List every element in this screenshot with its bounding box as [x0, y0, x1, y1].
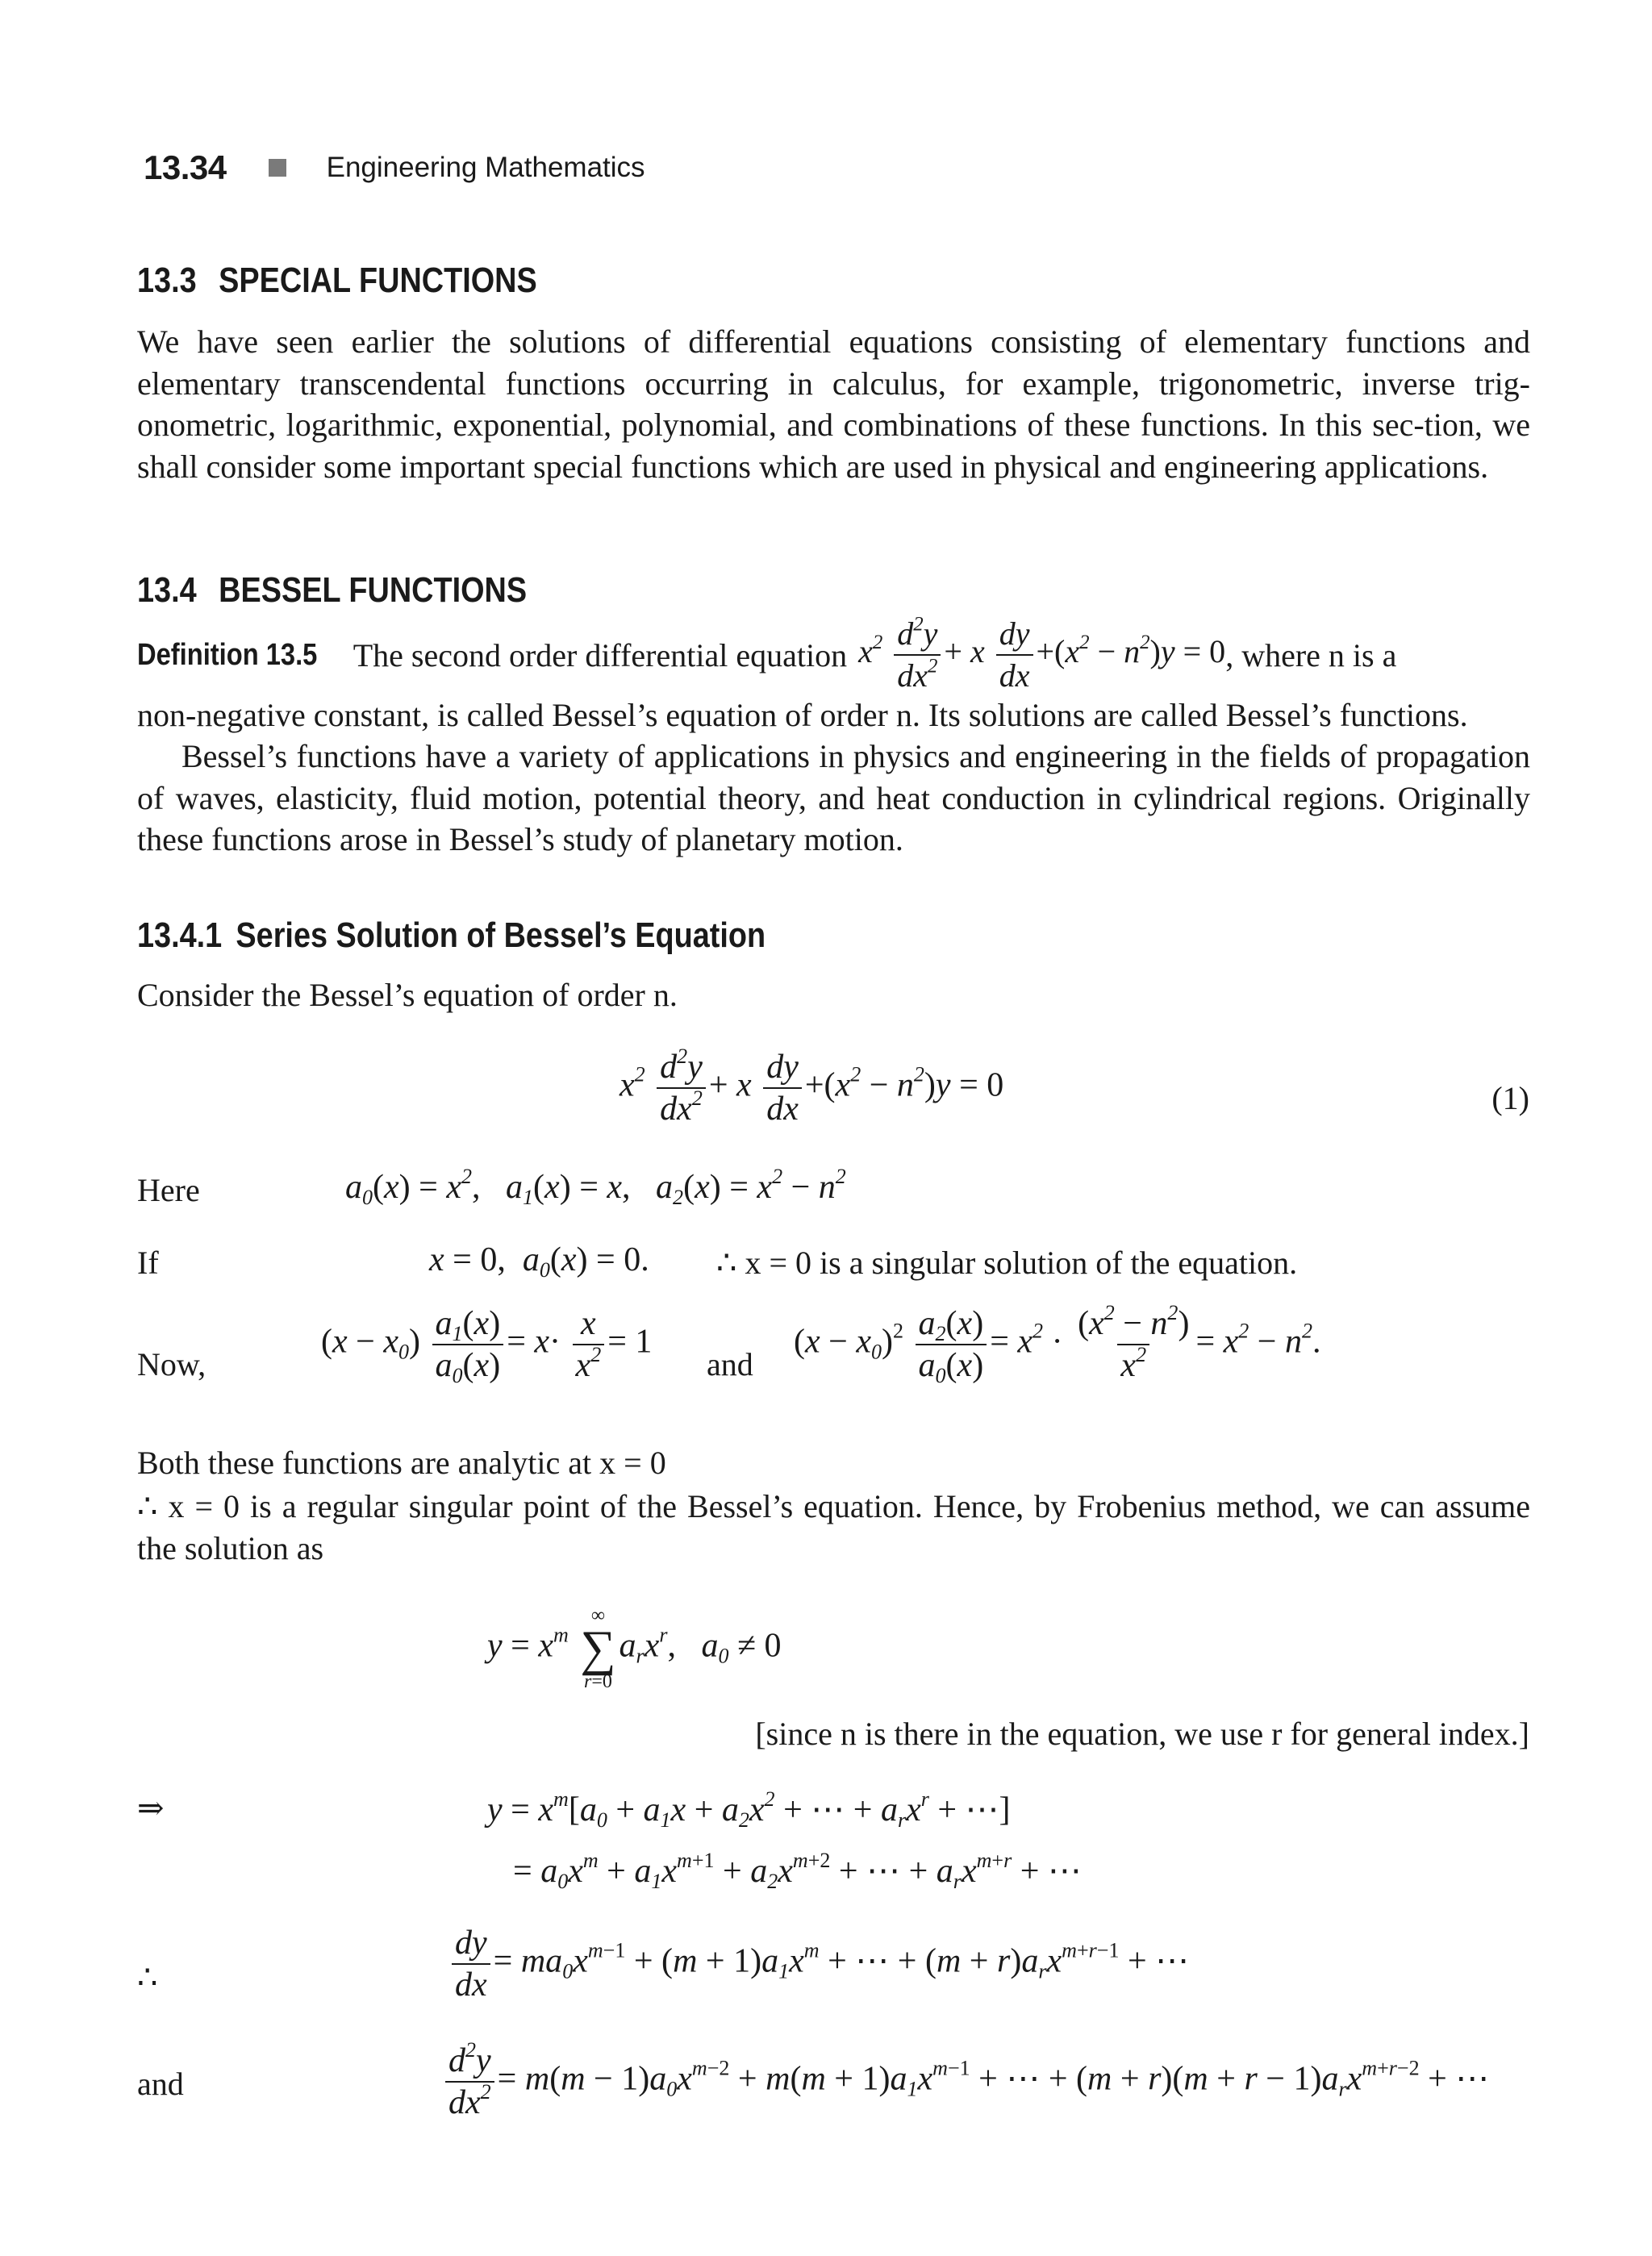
equation-number: (1) — [1491, 1080, 1529, 1116]
section-heading-13-3 — [137, 260, 602, 301]
subsection-title: Series Solution of Bessel’s Equation — [236, 915, 766, 955]
equation-1: $x^2$ $\frac{d^2y}{dx^2}$ + x $\frac{dy}{dx}$ $+(x^2 - n^2)y = 0$ — [620, 1044, 1004, 1128]
section-number: 13.4 — [137, 570, 197, 610]
running-head — [144, 144, 645, 192]
first-derivative: $\frac{dy}{dx}$ = $ma_0x^{m-1} + (m + 1)a_1x^m$ + ⋯ + $(m + r)a_rx^{m+r-1}$ + ⋯ — [448, 1924, 1189, 2004]
regular-singular-text: ∴ x = 0 is a regular singular point of the Bessel’s equation. Hence, by Frobenius method, we can assume the solution as — [137, 1488, 1530, 1566]
section-heading-13-4 — [137, 569, 590, 611]
bessel-equation-inline: $x^2$ $\frac{d^2y}{dx^2}$ + x $\frac{dy}{dx}$ $+(x^2 - n^2)y = 0$ — [858, 613, 1226, 694]
page-number: 13.34 — [144, 148, 227, 186]
if-conclusion: ∴ x = 0 is a singular solution of the equation. — [716, 1245, 1298, 1281]
second-derivative: $\frac{d^2y}{dx^2}$ = $m(m - 1)a_0x^{m-2} + m(m + 1)a_1x^{m-1}$ + ⋯ + $(m + r)(m + r - 1)a_rx^{m+r-2}$ + ⋯ — [442, 2042, 1489, 2121]
definition-line-2: non-negative constant, is called Bessel’s equation of order n. Its solutions are called Bessel’s functions. — [137, 697, 1468, 733]
coefficients-equation: $a_0(x) = x^2$, $a_1(x) = x$, $a_2(x) = x^2 - n^2$ — [345, 1164, 846, 1209]
consider-text: Consider the Bessel’s equation of order n. — [137, 977, 678, 1013]
subsection-number: 13.4.1 — [137, 915, 223, 955]
square-bullet-icon — [269, 159, 286, 177]
if-equation: x = 0, $a_0(x) = 0$. — [429, 1241, 649, 1282]
section-title: SPECIAL FUNCTIONS — [219, 261, 537, 300]
and-label: and — [137, 2066, 184, 2102]
series-expansion-2: = $a_0x^m + a_1x^{m+1} + a_2x^{m+2}$ + ⋯ + $a_rx^{m+r}$ + ⋯ — [513, 1848, 1082, 1893]
now-label: Now, — [137, 1346, 206, 1382]
definition-line — [137, 607, 1396, 703]
here-label: Here — [137, 1172, 200, 1208]
book-title: Engineering Mathematics — [326, 152, 645, 183]
section-13-3-body: We have seen earlier the solutions of differential equations consisting of elementary functions and elementary transcendental functions occurring in calculus, for example, trigonometric, inverse trig-onometric, logarithmic, exponential, polynomial, and combinations of these functions. In this sec-tion, we shall consider some important special functions which are used in physical and engineering applications. — [137, 323, 1530, 485]
subsection-heading-13-4-1 — [137, 915, 868, 956]
limit-equation-2: $(x - x_0)^2$ $\frac{a_2(x)}{a_0(x)}$ = $x^2$ · $\frac{(x^2 - n^2)}{x^2}$ = $x^2 - n^2$. — [794, 1300, 1321, 1387]
section-number: 13.3 — [137, 261, 197, 300]
definition-label: Definition 13.5 — [137, 637, 318, 672]
bessel-applications: Bessel’s functions have a variety of applications in physics and engineering in the fields of propagation of waves, elasticity, fluid motion, potential theory, and heat conduction in cylindrical regions. Originally these functions arose in Bessel’s study of planetary motion. — [137, 738, 1530, 857]
since-note: [since n is there in the equation, we use r for general index.] — [755, 1716, 1529, 1752]
analytic-text: Both these functions are analytic at x = 0 — [137, 1445, 666, 1481]
series-expansion-1: $y = x^m[a_0 + a_1x + a_2x^2$ + ⋯ + $a_rx^r$ + ⋯] — [487, 1787, 1011, 1832]
limit-equation-1: $(x - x_0)$ $\frac{a_1(x)}{a_0(x)}$ = x· $\frac{x}{x^2}$ = 1 — [321, 1305, 653, 1387]
definition-tail: , where n is a — [1225, 636, 1397, 673]
and-word: and — [707, 1346, 753, 1382]
series-assumption: $y = x^m$ ∞ ∑ r=0 $a_rx^r$, $a_0 \ne 0$ — [487, 1605, 782, 1692]
section-title: BESSEL FUNCTIONS — [219, 570, 528, 610]
therefore-symbol: ∴ — [137, 1959, 158, 1995]
definition-intro: The second order differential equation — [353, 636, 848, 673]
implies-symbol: ⇒ — [137, 1790, 165, 1826]
if-label: If — [137, 1245, 159, 1281]
